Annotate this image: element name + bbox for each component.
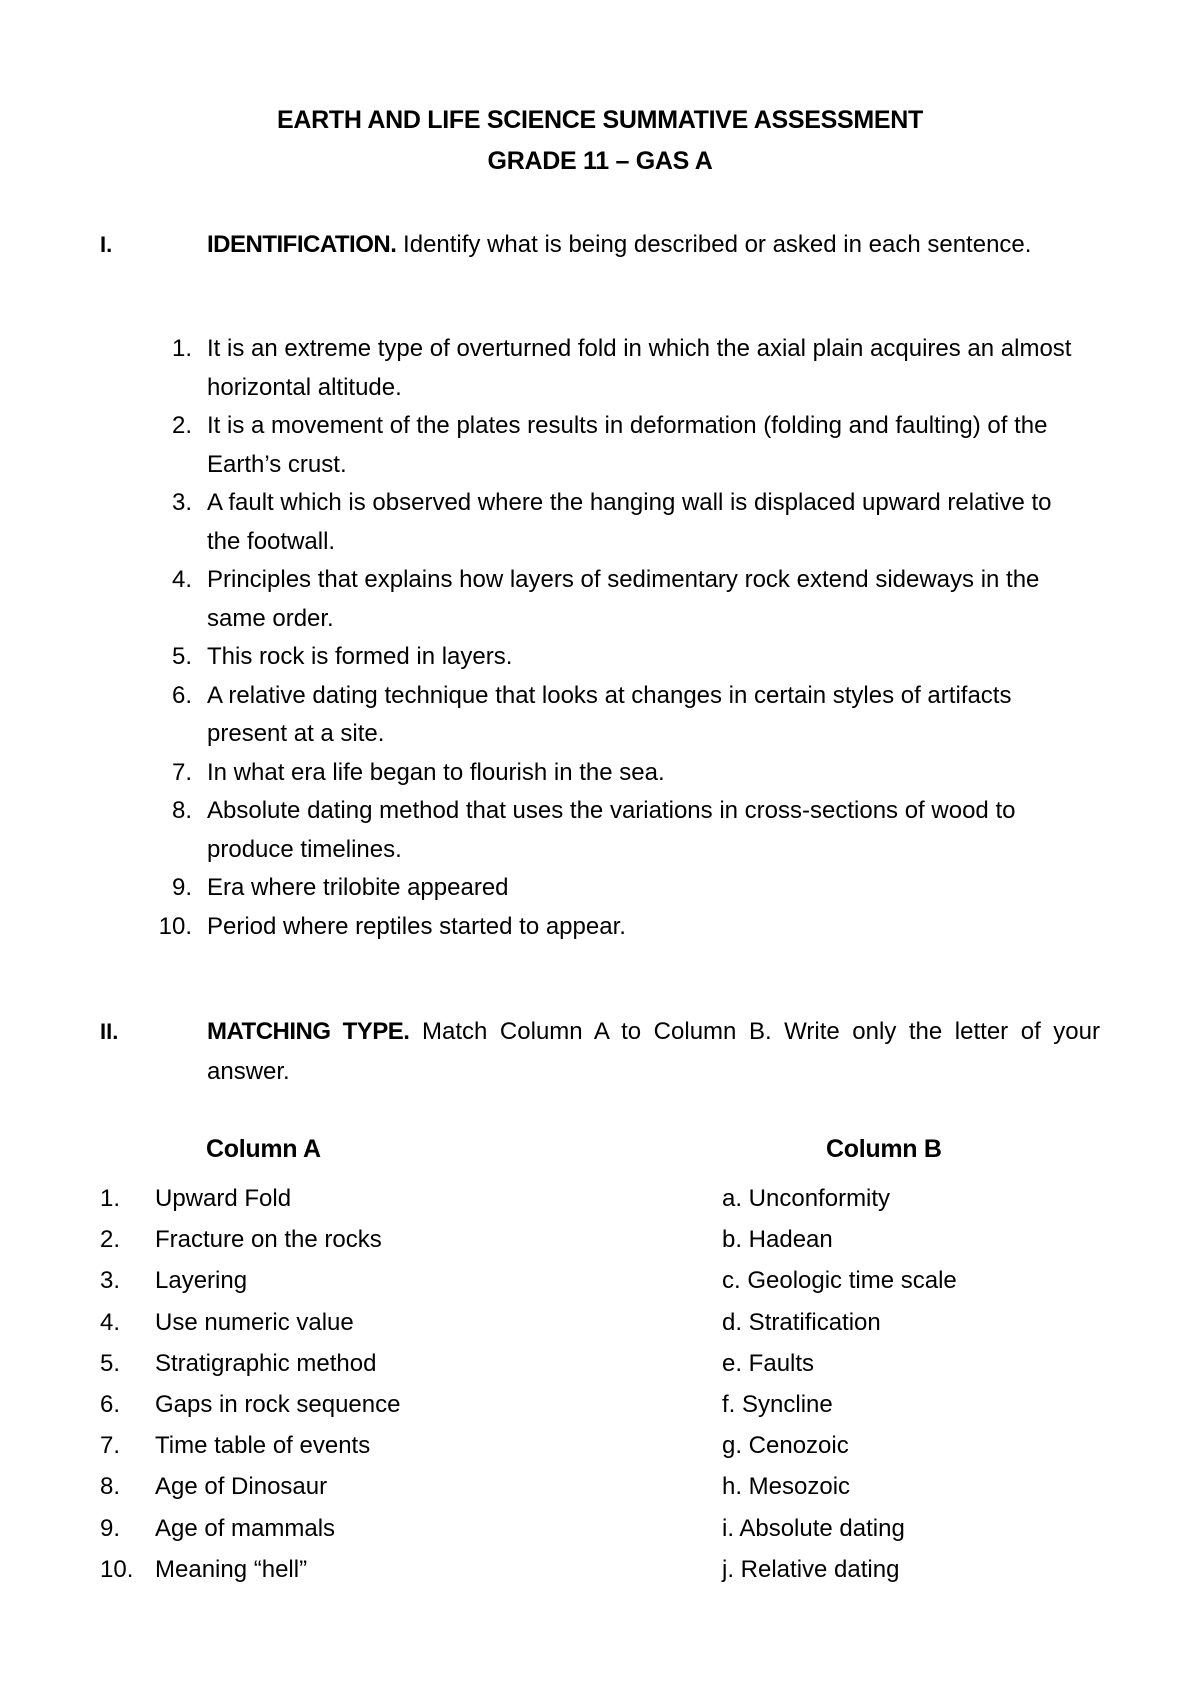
column-b-title: Column B xyxy=(826,1135,942,1163)
item-text: Stratigraphic method xyxy=(155,1349,377,1377)
document-subtitle: GRADE 11 – GAS A xyxy=(487,147,713,175)
item-text: In what era life began to flourish in the sea. xyxy=(207,758,665,786)
item-text: A fault which is observed where the hanging wall is displaced upward relative to the footwall. xyxy=(207,489,1052,555)
item-number: 10. xyxy=(100,1555,134,1583)
item-number: 3. xyxy=(171,489,192,516)
list-item xyxy=(100,1302,660,1343)
list-item xyxy=(150,869,1110,908)
column-a-list xyxy=(100,1178,660,1590)
item-text: Layering xyxy=(155,1267,248,1295)
item-number: 6. xyxy=(100,1391,121,1419)
list-item xyxy=(100,1508,660,1549)
document-title: EARTH AND LIFE SCIENCE SUMMATIVE ASSESSMENT xyxy=(277,106,923,134)
item-text: Upward Fold xyxy=(155,1185,292,1212)
list-item xyxy=(150,484,1110,561)
item-text: Age of mammals xyxy=(155,1514,336,1542)
item-number: 4. xyxy=(100,1308,121,1336)
identification-list xyxy=(150,330,1110,946)
column-a-title: Column A xyxy=(206,1135,321,1163)
column-b-list xyxy=(722,1178,1142,1590)
section-numeral: I. xyxy=(100,232,113,257)
list-item: d. Stratification xyxy=(722,1308,881,1336)
list-item: a. Unconformity xyxy=(722,1185,891,1212)
list-item: e. Faults xyxy=(722,1349,815,1377)
list-item xyxy=(100,1466,660,1507)
list-item: g. Cenozoic xyxy=(722,1432,849,1460)
section-instruction-block xyxy=(207,1012,1100,1092)
item-text: Absolute dating method that uses the variations in cross-sections of wood to produce timelines. xyxy=(207,797,1016,863)
list-item xyxy=(150,677,1110,754)
list-item xyxy=(150,638,1110,677)
section-numeral: II. xyxy=(100,1019,119,1044)
item-number: 8. xyxy=(171,797,192,824)
item-number: 6. xyxy=(171,681,192,709)
list-item xyxy=(150,792,1110,869)
item-text: Use numeric value xyxy=(155,1308,354,1336)
item-number: 10. xyxy=(158,912,192,940)
item-text: Meaning “hell” xyxy=(155,1555,308,1583)
list-item xyxy=(150,561,1110,638)
list-item: j. Relative dating xyxy=(722,1555,900,1583)
item-number: 9. xyxy=(171,874,192,901)
item-number: 8. xyxy=(100,1473,121,1501)
list-item xyxy=(100,1260,660,1301)
item-text: Gaps in rock sequence xyxy=(155,1391,401,1419)
list-item xyxy=(100,1178,660,1219)
item-number: 5. xyxy=(100,1349,121,1377)
list-item xyxy=(100,1343,660,1384)
item-text: This rock is formed in layers. xyxy=(207,643,513,670)
item-text: Age of Dinosaur xyxy=(155,1473,328,1501)
section-heading: MATCHING TYPE. xyxy=(207,1018,410,1045)
list-item: b. Hadean xyxy=(722,1226,833,1254)
list-item xyxy=(100,1384,660,1425)
list-item: h. Mesozoic xyxy=(722,1473,851,1501)
item-text: A relative dating technique that looks at changes in certain styles of artifacts present at a site. xyxy=(207,681,1012,747)
item-text: Time table of events xyxy=(155,1432,371,1460)
list-item xyxy=(150,908,1110,947)
item-text: Principles that explains how layers of sedimentary rock extend sideways in the same order. xyxy=(207,566,1040,632)
item-text: Fracture on the rocks xyxy=(155,1226,382,1254)
item-number: 1. xyxy=(100,1185,121,1212)
list-item: i. Absolute dating xyxy=(722,1514,905,1542)
list-item: f. Syncline xyxy=(722,1391,833,1419)
item-number: 2. xyxy=(171,412,192,439)
item-text: Era where trilobite appeared xyxy=(207,874,509,901)
list-item: c. Geologic time scale xyxy=(722,1267,957,1295)
item-number: 9. xyxy=(100,1514,121,1542)
item-number: 1. xyxy=(171,335,192,362)
item-number: 7. xyxy=(100,1432,121,1460)
item-number: 7. xyxy=(171,758,192,786)
list-item xyxy=(100,1549,660,1590)
list-item xyxy=(150,330,1110,407)
list-item xyxy=(150,754,1110,793)
list-item xyxy=(150,407,1110,484)
item-text: It is an extreme type of overturned fold in which the axial plain acquires an almost horizontal altitude. xyxy=(207,335,1072,401)
item-number: 2. xyxy=(100,1226,121,1254)
item-number: 4. xyxy=(171,566,192,593)
item-text: Period where reptiles started to appear. xyxy=(207,912,626,940)
section-instruction: Identify what is being described or asked in each sentence. xyxy=(403,231,1032,258)
item-number: 5. xyxy=(171,643,192,670)
section-heading: IDENTIFICATION. xyxy=(207,231,397,258)
item-text: It is a movement of the plates results in deformation (folding and faulting) of the Earth’s crust. xyxy=(207,412,1048,478)
list-item xyxy=(100,1425,660,1466)
item-number: 3. xyxy=(100,1267,121,1295)
list-item xyxy=(100,1219,660,1260)
section-instruction-block xyxy=(207,225,1100,265)
section-instruction: Match Column A to Column B. Write only the letter of your answer. xyxy=(207,1018,1100,1085)
